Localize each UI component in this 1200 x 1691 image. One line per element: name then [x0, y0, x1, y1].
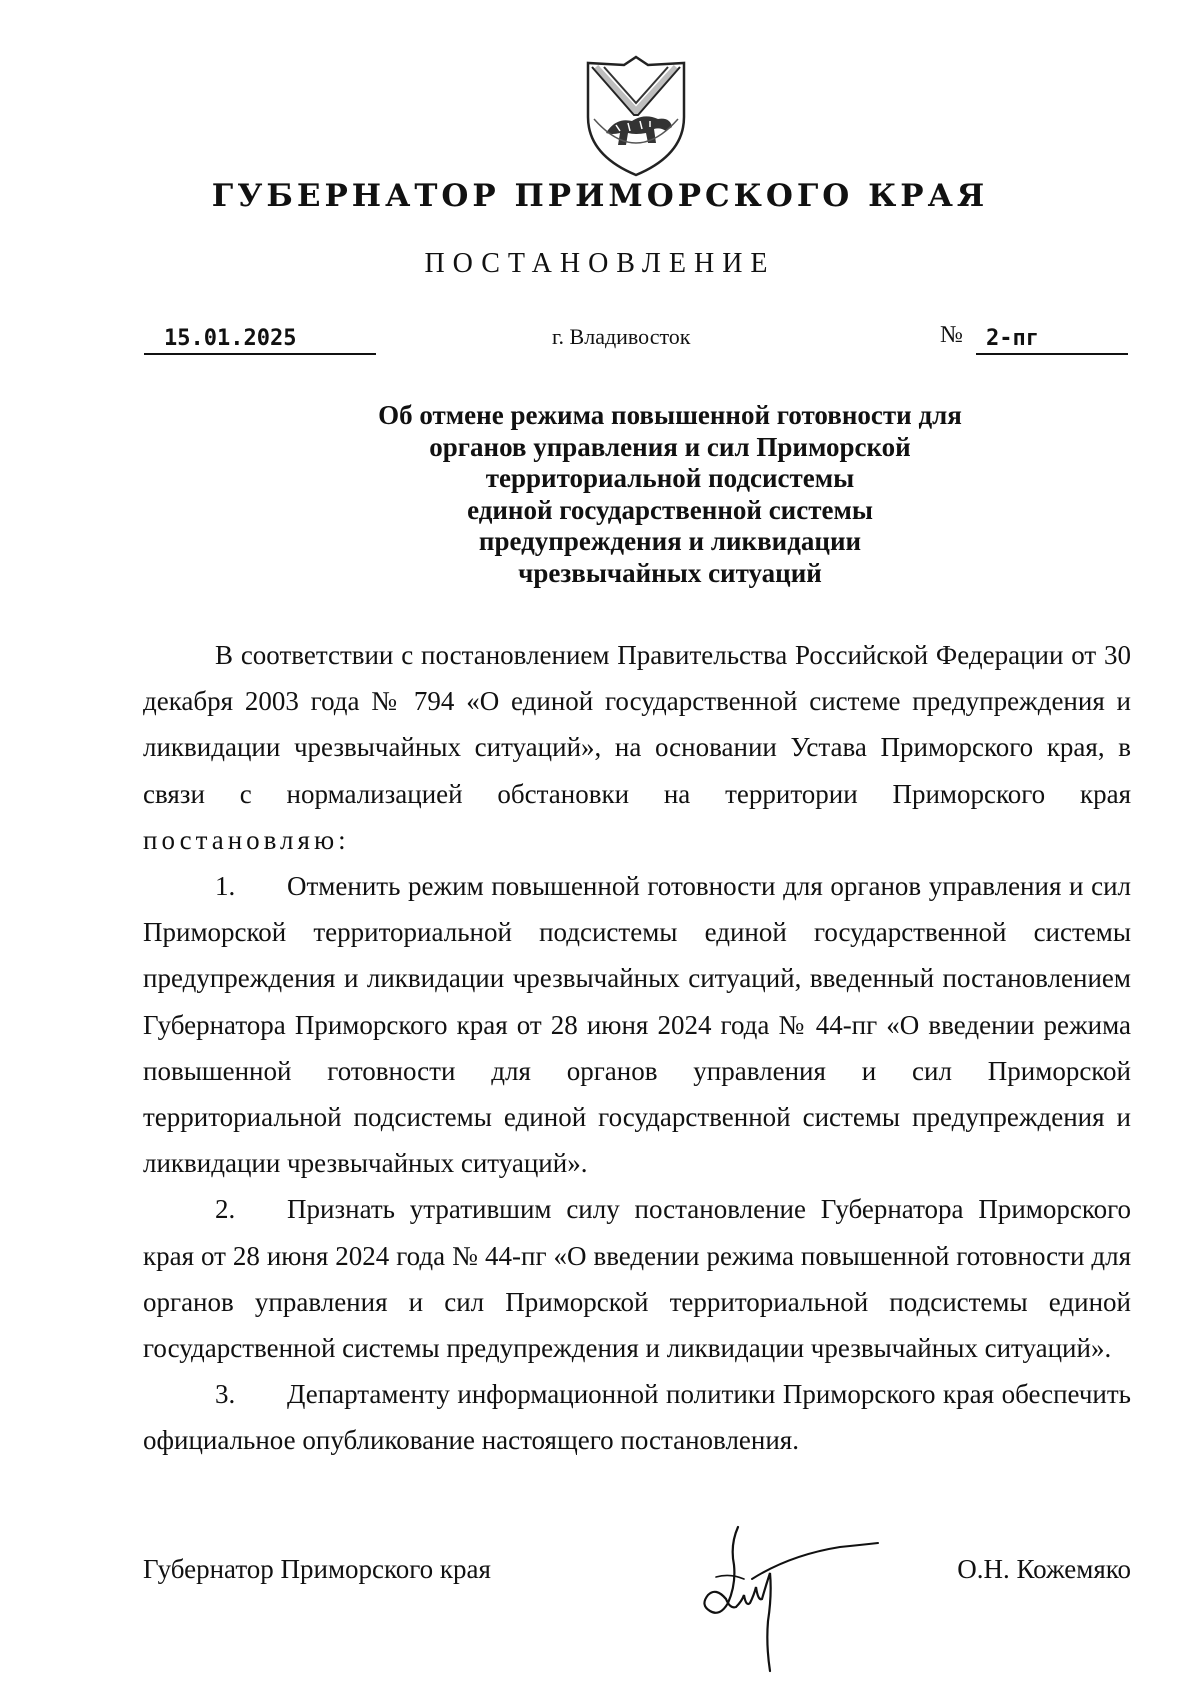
clause-text: Признать утратившим силу постановление Губернатора Приморского края от 28 июня 2024 года № 44-пг «О введении режима повышенной готовности для органов управления и сил Приморской территориальной подсистемы единой государственной системы предупреждения и ликвидации чрезвычайных ситуаций». — [143, 1194, 1131, 1364]
clause-text: Департаменту информационной политики Приморского края обеспечить официальное опубликование настоящего постановления. — [143, 1379, 1131, 1456]
signatory-position: Губернатор Приморского края — [143, 1554, 491, 1584]
signatory-name: О.Н. Кожемяко — [957, 1554, 1131, 1584]
document-body — [143, 632, 1131, 1464]
clause-text: Отменить режим повышенной готовности для органов управления и сил Приморской территориальной подсистемы единой государственной системы предупреждения и ликвидации чрезвычайных ситуаций, введенный постановлением Губернатора Приморского края от 28 июня 2024 года № 44-пг «О введении режима повышенной готовности для органов управления и сил Приморской территориальной подсистемы единой государственной системы предупреждения и ликвидации чрезвычайных ситуаций». — [143, 871, 1131, 1179]
preamble-keyword: постановляю: — [143, 824, 350, 855]
clause-1 — [143, 863, 1131, 1186]
preamble-text: В соответствии с постановлением Правительства Российской Федерации от 30 декабря 2003 года № 794 «О единой государственной системе предупреждения и ликвидации чрезвычайных ситуаций», на основании Устава Приморского края, в связи с нормализацией обстановки на территории Приморского края — [143, 640, 1131, 809]
clause-3 — [143, 1371, 1131, 1463]
title-line: предупреждения и ликвидации — [478, 526, 862, 556]
document-type: ПОСТАНОВЛЕНИЕ — [424, 248, 776, 279]
issuer-title: ГУБЕРНАТОР ПРИМОРСКОГО КРАЯ — [211, 178, 989, 214]
title-line: единой государственной системы — [467, 494, 873, 525]
clause-number: 2. — [215, 1194, 236, 1225]
document-title — [200, 400, 1140, 589]
document-number: 2-пг — [976, 323, 1128, 355]
clause-number: 3. — [215, 1379, 236, 1410]
document-date: 15.01.2025 — [144, 323, 376, 355]
document-city: г. Владивосток — [552, 324, 691, 349]
clause-number: 1. — [215, 871, 236, 902]
clause-2 — [143, 1186, 1131, 1371]
coat-of-arms-icon — [586, 55, 686, 177]
signature-icon — [690, 1525, 880, 1675]
preamble-paragraph — [143, 632, 1131, 863]
document-number-label: № — [940, 322, 963, 348]
title-line: территориальной подсистемы — [485, 463, 855, 493]
title-line: органов управления и сил Приморской — [429, 431, 911, 462]
title-line: чрезвычайных ситуаций — [518, 557, 822, 588]
title-line: Об отмене режима повышенной готовности для — [378, 400, 962, 430]
